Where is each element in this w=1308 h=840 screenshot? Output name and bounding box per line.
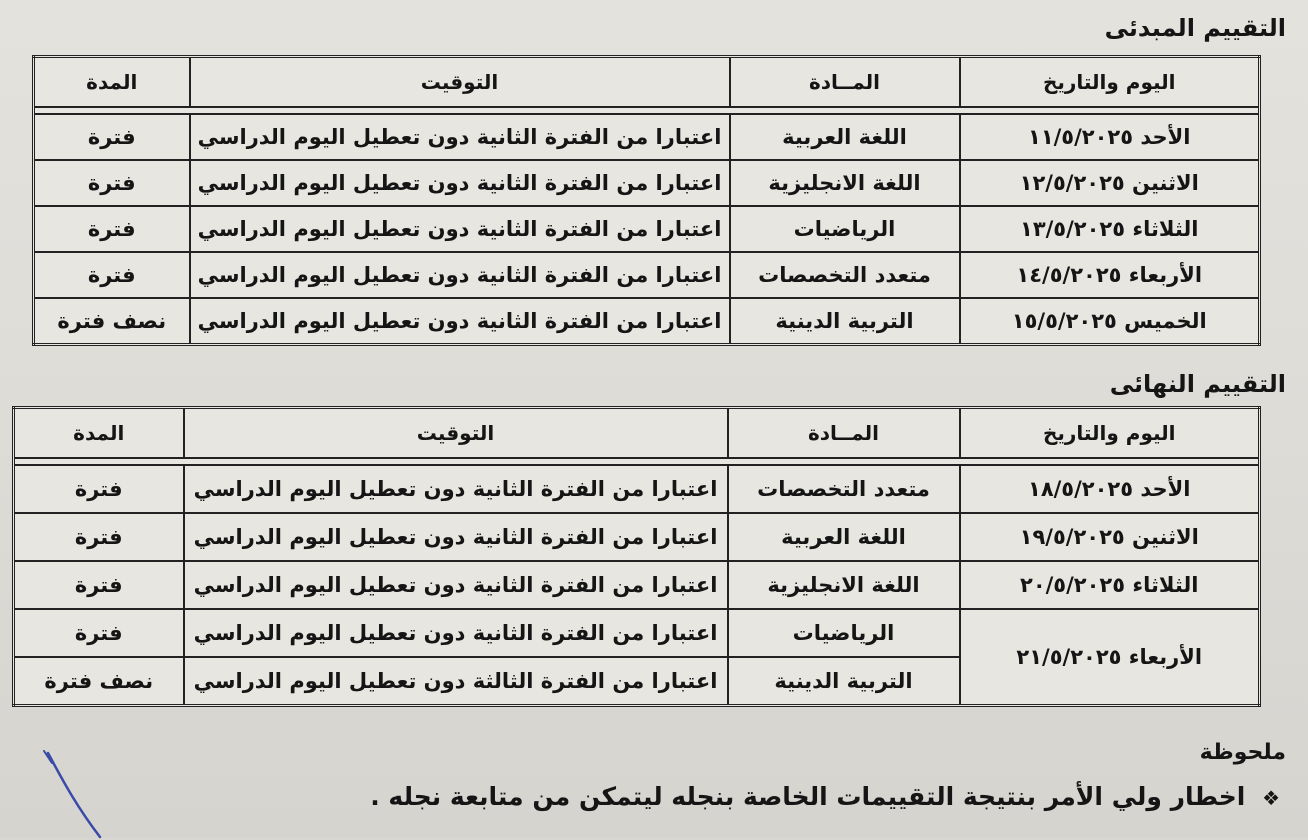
cell-subject: متعدد التخصصات — [730, 252, 960, 298]
initial-assessment-table — [32, 55, 1261, 346]
cell-timing: اعتبارا من الفترة الثانية دون تعطيل اليوم الدراسي — [184, 609, 728, 657]
cell-subject: التربية الدينية — [728, 657, 960, 706]
table-row — [14, 609, 1260, 657]
table-row — [34, 160, 1260, 206]
cell-timing: اعتبارا من الفترة الثانية دون تعطيل اليوم الدراسي — [184, 465, 728, 513]
cell-duration: فترة — [14, 465, 184, 513]
cell-duration: فترة — [14, 609, 184, 657]
final-assessment-title: التقييم النهائى — [1109, 370, 1286, 398]
header-subject: المــادة — [728, 408, 960, 459]
table-row — [14, 513, 1260, 561]
cell-duration: فترة — [14, 561, 184, 609]
cell-subject: الرياضيات — [730, 206, 960, 252]
cell-duration: فترة — [34, 206, 190, 252]
cell-timing: اعتبارا من الفترة الثانية دون تعطيل اليوم الدراسي — [184, 561, 728, 609]
cell-duration: فترة — [34, 160, 190, 206]
cell-subject: اللغة الانجليزية — [730, 160, 960, 206]
cell-subject: اللغة الانجليزية — [728, 561, 960, 609]
cell-duration: فترة — [14, 513, 184, 561]
cell-subject: اللغة العربية — [728, 513, 960, 561]
cell-day-date: الأحد ١٨/٥/٢٠٢٥ — [960, 465, 1260, 513]
cell-duration: نصف فترة — [34, 298, 190, 345]
cell-day-date: الاثنين ١٩/٥/٢٠٢٥ — [960, 513, 1260, 561]
cell-subject: متعدد التخصصات — [728, 465, 960, 513]
cell-day-date: الأربعاء ١٤/٥/٢٠٢٥ — [960, 252, 1260, 298]
cell-duration: نصف فترة — [14, 657, 184, 706]
cell-day-date: الاثنين ١٢/٥/٢٠٢٥ — [960, 160, 1260, 206]
table-row — [34, 206, 1260, 252]
note-text: اخطار ولي الأمر بنتيجة التقييمات الخاصة بنجله ليتمكن من متابعة نجله . — [370, 782, 1246, 811]
header-timing: التوقيت — [184, 408, 728, 459]
table-header-row — [34, 57, 1260, 108]
note-item — [370, 782, 1280, 811]
cell-day-date: الثلاثاء ١٣/٥/٢٠٢٥ — [960, 206, 1260, 252]
cell-subject: التربية الدينية — [730, 298, 960, 345]
cell-day-date: الثلاثاء ٢٠/٥/٢٠٢٥ — [960, 561, 1260, 609]
header-duration: المدة — [14, 408, 184, 459]
table-row — [14, 465, 1260, 513]
table-row — [34, 298, 1260, 345]
header-timing: التوقيت — [190, 57, 730, 108]
cell-timing: اعتبارا من الفترة الثانية دون تعطيل اليوم الدراسي — [190, 114, 730, 160]
header-day-date: اليوم والتاريخ — [960, 57, 1260, 108]
cell-timing: اعتبارا من الفترة الثانية دون تعطيل اليوم الدراسي — [190, 206, 730, 252]
note-title: ملحوظة — [1199, 740, 1286, 765]
cell-subject: الرياضيات — [728, 609, 960, 657]
cell-timing: اعتبارا من الفترة الثانية دون تعطيل اليوم الدراسي — [190, 298, 730, 345]
header-gap — [14, 458, 1260, 465]
cell-subject: اللغة العربية — [730, 114, 960, 160]
header-day-date: اليوم والتاريخ — [960, 408, 1260, 459]
header-subject: المــادة — [730, 57, 960, 108]
table-header-row — [14, 408, 1260, 459]
diamond-bullet-icon: ❖ — [1262, 786, 1280, 810]
cell-duration: فترة — [34, 252, 190, 298]
cell-timing: اعتبارا من الفترة الثانية دون تعطيل اليوم الدراسي — [190, 252, 730, 298]
table-row — [34, 114, 1260, 160]
cell-duration: فترة — [34, 114, 190, 160]
final-assessment-table — [12, 406, 1261, 707]
cell-day-date: الأربعاء ٢١/٥/٢٠٢٥ — [960, 609, 1260, 706]
header-gap — [34, 107, 1260, 114]
cell-timing: اعتبارا من الفترة الثانية دون تعطيل اليوم الدراسي — [184, 513, 728, 561]
cell-day-date: الأحد ١١/٥/٢٠٢٥ — [960, 114, 1260, 160]
cell-day-date: الخميس ١٥/٥/٢٠٢٥ — [960, 298, 1260, 345]
cell-timing: اعتبارا من الفترة الثانية دون تعطيل اليوم الدراسي — [190, 160, 730, 206]
table-row — [14, 561, 1260, 609]
header-duration: المدة — [34, 57, 190, 108]
initial-assessment-title: التقييم المبدئى — [1104, 14, 1286, 42]
cell-timing: اعتبارا من الفترة الثالثة دون تعطيل اليوم الدراسي — [184, 657, 728, 706]
table-row — [34, 252, 1260, 298]
pen-stroke-mark — [30, 745, 120, 840]
